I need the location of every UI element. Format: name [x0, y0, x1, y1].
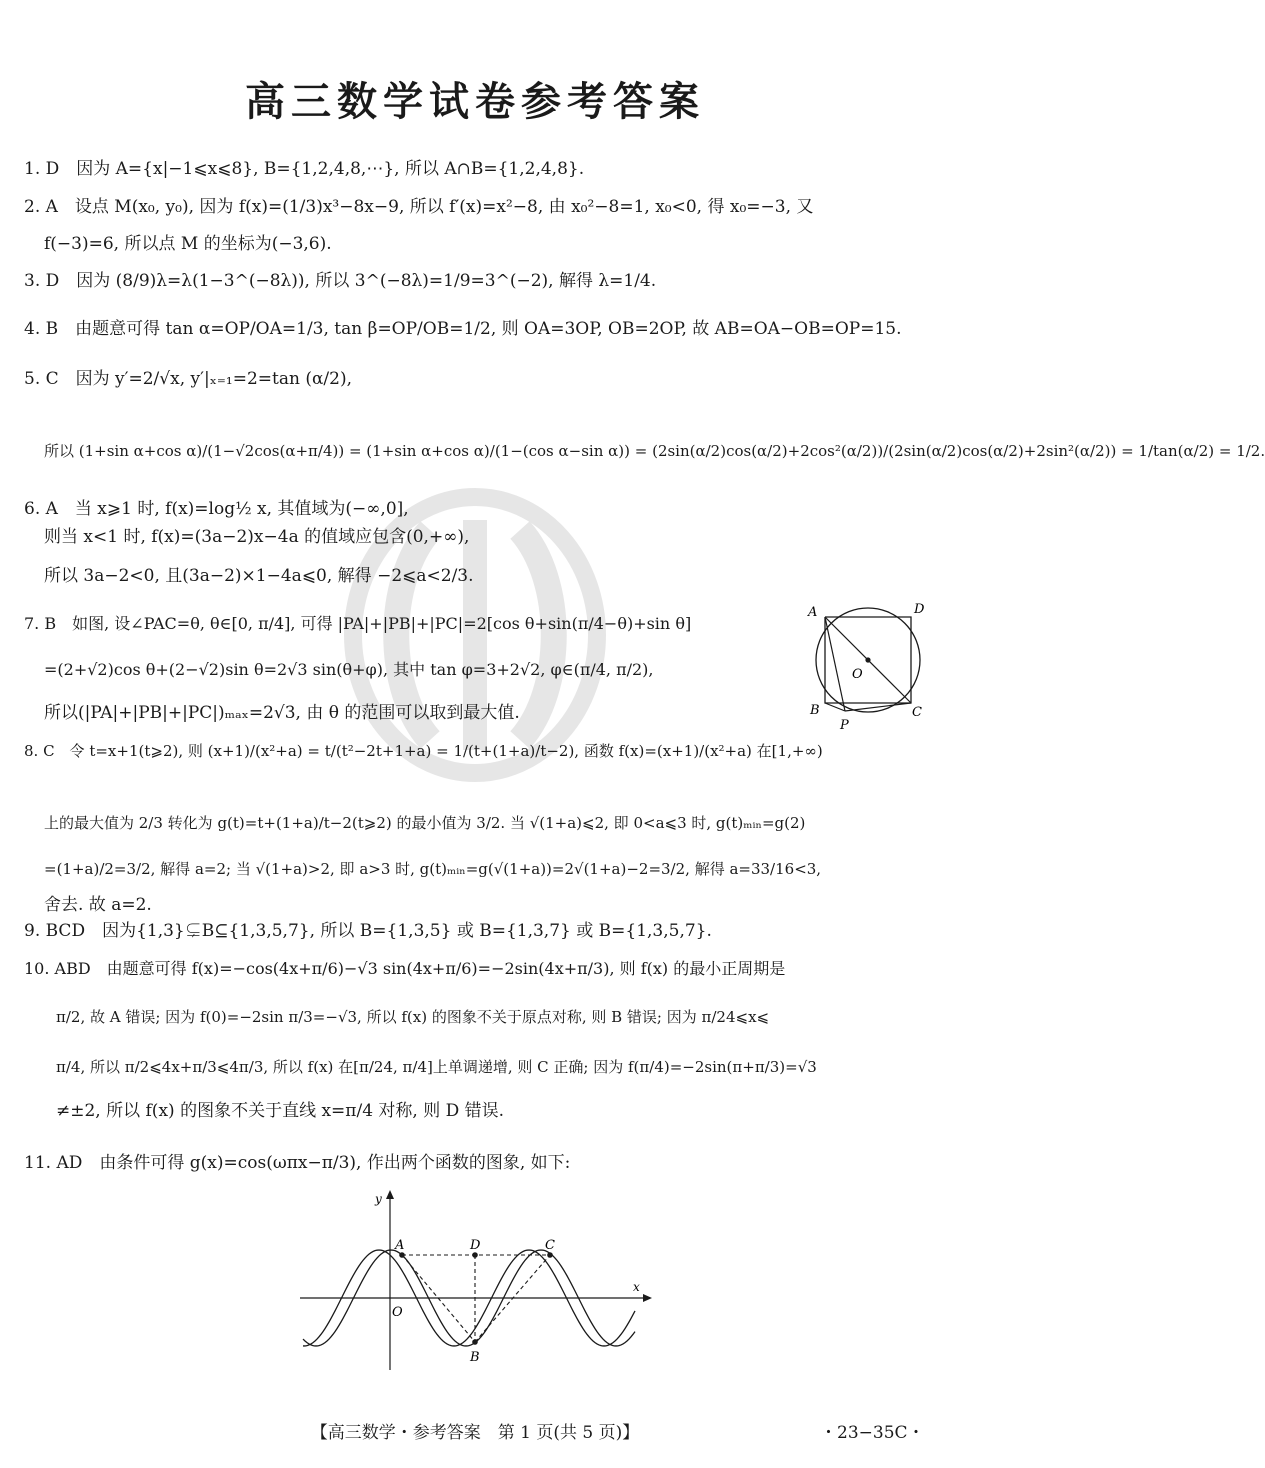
page-title: 高三数学试卷参考答案 — [245, 79, 705, 125]
graph-label-c: C — [545, 1238, 555, 1253]
answer-8-cont-3: 舍去. 故 a=2. — [44, 895, 152, 915]
answer-10-cont-3: ≠±2, 所以 f(x) 的图象不关于直线 x=π/4 对称, 则 D 错误. — [56, 1101, 505, 1121]
graph-label-a: A — [395, 1238, 405, 1253]
circle-label-o: O — [852, 667, 863, 682]
circle-label-p: P — [840, 718, 849, 733]
answer-5: 5. C 因为 y′=2/√x, y′|ₓ₌₁=2=tan (α/2), — [24, 369, 353, 389]
answer-6: 6. A 当 x⩾1 时, f(x)=log½ x, 其值域为(−∞,0], — [24, 499, 409, 519]
graph-label-d: D — [470, 1238, 481, 1253]
footer-code: ・23−35C・ — [820, 1423, 925, 1443]
answer-10-cont-1: π/2, 故 A 错误; 因为 f(0)=−2sin π/3=−√3, 所以 f(x) 的图象不关于原点对称, 则 B 错误; 因为 π/24⩽x⩽ — [56, 1008, 770, 1026]
answer-3: 3. D 因为 (8/9)λ=λ(1−3^(−8λ)), 所以 3^(−8λ)=1/9=3^(−2), 解得 λ=1/4. — [24, 271, 657, 291]
graph-label-y: y — [375, 1192, 382, 1206]
answer-2: 2. A 设点 M(x₀, y₀), 因为 f(x)=(1/3)x³−8x−9, 所以 f′(x)=x²−8, 由 x₀²−8=1, x₀<0, 得 x₀=−3, 又 — [24, 197, 814, 217]
answer-2-cont: f(−3)=6, 所以点 M 的坐标为(−3,6). — [44, 234, 332, 254]
answer-6-cont-2: 所以 3a−2<0, 且(3a−2)×1−4a⩽0, 解得 −2⩽a<2/3. — [44, 566, 474, 586]
circle-label-b: B — [810, 703, 820, 718]
answer-10: 10. ABD 由题意可得 f(x)=−cos(4x+π/6)−√3 sin(4x+π/6)=−2sin(4x+π/3), 则 f(x) 的最小正周期是 — [24, 959, 786, 978]
answer-8-cont-1: 上的最大值为 2/3 转化为 g(t)=t+(1+a)/t−2(t⩾2) 的最小值为 3/2. 当 √(1+a)⩽2, 即 0<a⩽3 时, g(t)ₘᵢₙ=g(2) — [44, 814, 806, 832]
circle-label-a: A — [808, 605, 818, 620]
answer-6-cont-1: 则当 x<1 时, f(x)=(3a−2)x−4a 的值域应包含(0,+∞), — [44, 527, 470, 547]
answer-7: 7. B 如图, 设∠PAC=θ, θ∈[0, π/4], 可得 |PA|+|PB|+|PC|=2[cos θ+sin(π/4−θ)+sin θ] — [24, 614, 692, 633]
answer-7-cont-1: =(2+√2)cos θ+(2−√2)sin θ=2√3 sin(θ+φ), 其中 tan φ=3+2√2, φ∈(π/4, π/2), — [44, 660, 654, 679]
answer-4: 4. B 由题意可得 tan α=OP/OA=1/3, tan β=OP/OB=1/2, 则 OA=3OP, OB=2OP, 故 AB=OA−OB=OP=15. — [24, 319, 902, 339]
answer-9: 9. BCD 因为{1,3}⊊B⊆{1,3,5,7}, 所以 B={1,3,5} 或 B={1,3,7} 或 B={1,3,5,7}. — [24, 921, 712, 941]
footer-page-info: 【高三数学・参考答案 第 1 页(共 5 页)】 — [310, 1423, 640, 1443]
graph-label-o: O — [392, 1305, 403, 1320]
answer-7-cont-2: 所以(|PA|+|PB|+|PC|)ₘₐₓ=2√3, 由 θ 的范围可以取到最大值. — [44, 703, 520, 723]
circle-label-c: C — [912, 705, 922, 720]
answer-11: 11. AD 由条件可得 g(x)=cos(ωπx−π/3), 作出两个函数的图象, 如下: — [24, 1153, 571, 1173]
answer-1: 1. D 因为 A={x|−1⩽x⩽8}, B={1,2,4,8,⋯}, 所以 A∩B={1,2,4,8}. — [24, 159, 585, 179]
answer-5-cont: 所以 (1+sin α+cos α)/(1−√2cos(α+π/4)) = (1+sin α+cos α)/(1−(cos α−sin α)) = (2sin(α/2)cos(α/2)+2cos²(α/2))/(2sin(α/2)cos(α/2)+2sin²(α/2)) = 1/tan(α/2) = 1/2. — [44, 442, 1265, 460]
circle-label-d: D — [914, 602, 925, 617]
circle-square-figure — [800, 598, 940, 738]
answer-10-cont-2: π/4, 所以 π/2⩽4x+π/3⩽4π/3, 所以 f(x) 在[π/24, π/4]上单调递增, 则 C 正确; 因为 f(π/4)=−2sin(π+π/3)=√3 — [56, 1058, 817, 1076]
answer-8: 8. C 令 t=x+1(t⩾2), 则 (x+1)/(x²+a) = t/(t²−2t+1+a) = 1/(t+(1+a)/t−2), 函数 f(x)=(x+1)/(x²+a) 在[1,+∞) — [24, 742, 823, 760]
answer-8-cont-2: =(1+a)/2=3/2, 解得 a=2; 当 √(1+a)>2, 即 a>3 时, g(t)ₘᵢₙ=g(√(1+a))=2√(1+a)−2=3/2, 解得 a=33/16<3, — [44, 860, 822, 878]
graph-label-x: x — [633, 1280, 640, 1294]
cosine-graph-figure — [295, 1185, 660, 1375]
graph-label-b: B — [470, 1350, 480, 1365]
